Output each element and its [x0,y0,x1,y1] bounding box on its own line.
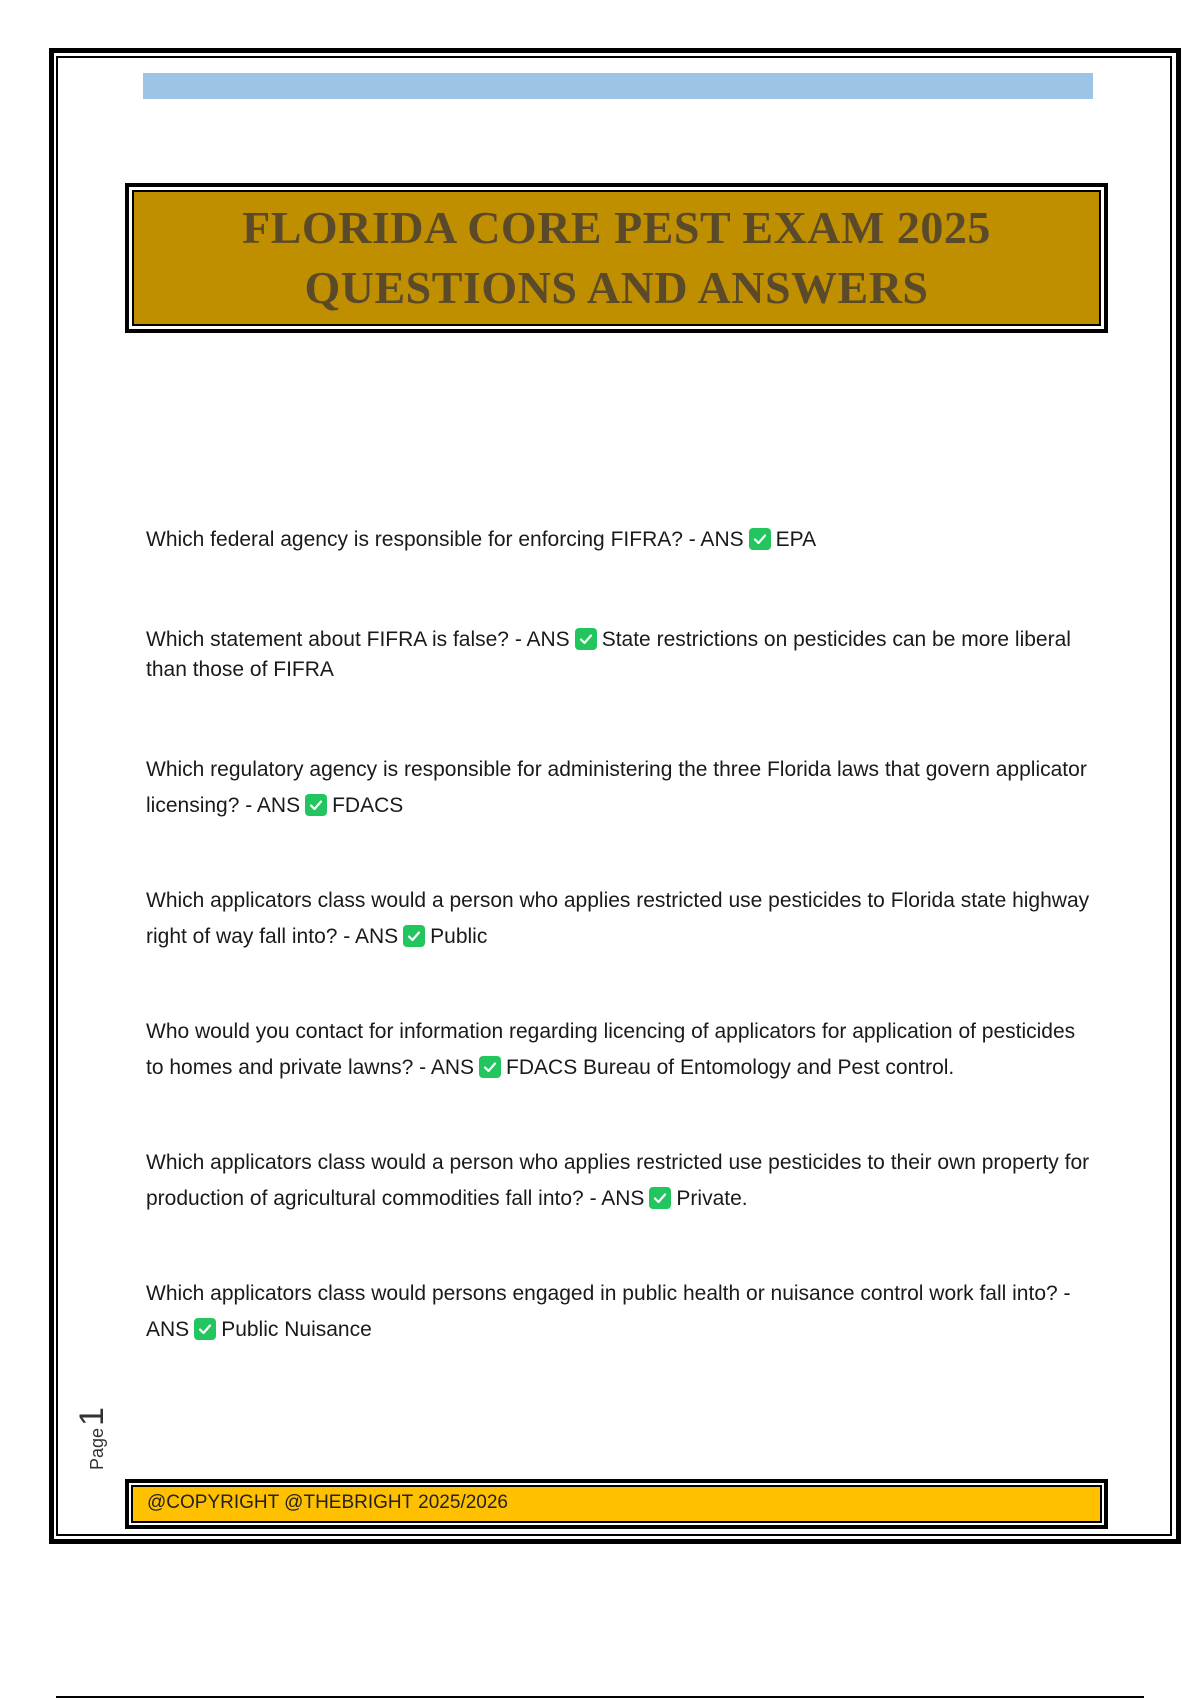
answer-text: FDACS Bureau of Entomology and Pest control. [506,1056,955,1079]
check-icon [305,794,327,816]
question-text: Which applicators class would a person who applies restricted use pesticides to their own property for production of agricultural commodities fall into? [146,1151,1090,1210]
answer-text: Public [430,925,488,948]
question-text: Which applicators class would persons engaged in public health or nuisance control work fall into? [146,1282,1058,1305]
title-box [125,183,1108,333]
check-icon [575,628,597,650]
qa-item [146,1276,1096,1348]
title-line-2: QUESTIONS AND ANSWERS [304,262,929,313]
ans-label: - ANS [245,794,301,817]
check-icon [479,1056,501,1078]
question-text: Which regulatory agency is responsible for administering the three Florida laws that govern applicator licensing? [146,758,1087,817]
page-number: 1 [73,1407,111,1426]
answer-text: Private. [676,1187,748,1210]
check-icon [194,1318,216,1340]
title-banner [132,190,1101,326]
footer-box [125,1479,1108,1529]
bottom-divider [56,1696,1144,1698]
answer-text: FDACS [332,794,404,817]
qa-item [146,522,1096,558]
check-icon [649,1187,671,1209]
ans-label: - ANS [589,1187,645,1210]
ans-label: - ANS [514,628,570,651]
answer-text: State restrictions on pesticides can be more liberal than those of FIFRA [146,628,1071,681]
copyright-text: @COPYRIGHT @THEBRIGHT 2025/2026 [147,1492,508,1513]
ans-label: - ANS [146,1282,1071,1341]
question-text: Which statement about FIFRA is false? [146,628,509,651]
check-icon [749,528,771,550]
check-icon [403,925,425,947]
question-text: Which federal agency is responsible for enforcing FIFRA? [146,528,683,551]
page-number-label [73,1380,113,1470]
qa-item [146,1145,1096,1217]
qa-item [146,1014,1096,1086]
header-color-band [143,73,1093,99]
question-text: Which applicators class would a person who applies restricted use pesticides to Florida state highway right of way fall into? [146,889,1090,948]
qa-item [146,883,1096,955]
title-line-1: FLORIDA CORE PEST EXAM 2025 [242,202,991,253]
ans-label: - ANS [688,528,744,551]
qa-item [146,625,1096,685]
question-text: Who would you contact for information regarding licencing of applicators for application of pesticides to homes and private lawns? [146,1020,1076,1079]
page-word: Page [87,1427,107,1470]
ans-label: - ANS [419,1056,475,1079]
qa-item [146,752,1096,824]
answer-text: Public Nuisance [221,1318,372,1341]
footer-banner [131,1485,1102,1523]
answer-text: EPA [775,528,817,551]
ans-label: - ANS [343,925,399,948]
